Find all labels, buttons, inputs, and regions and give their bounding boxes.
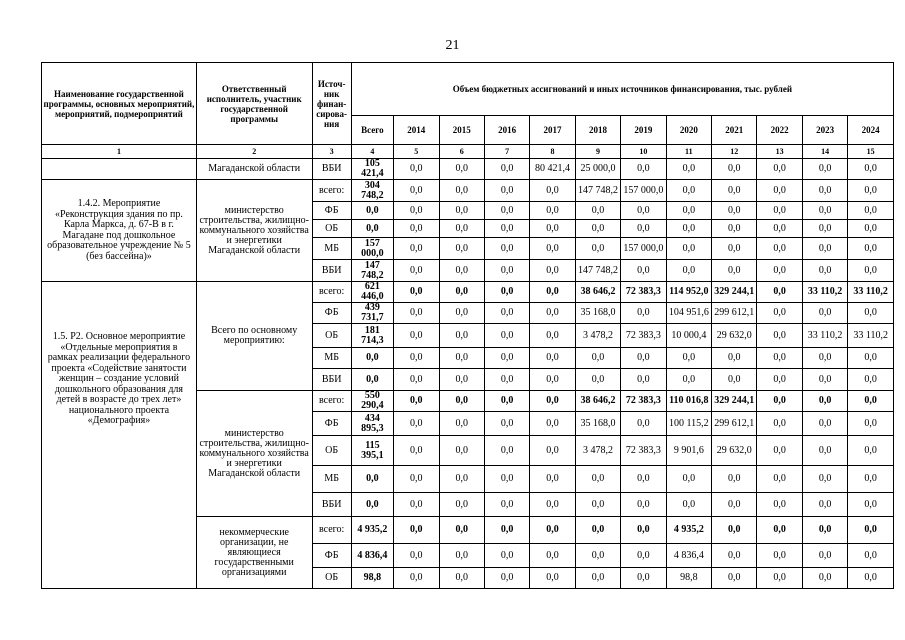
value-cell: 0,0 xyxy=(848,202,894,220)
value-cell: 0,0 xyxy=(575,348,620,369)
value-cell: 0,0 xyxy=(439,412,484,436)
value-cell: 33 110,2 xyxy=(802,324,847,348)
value-cell: 0,0 xyxy=(530,180,575,202)
value-cell: 0,0 xyxy=(439,303,484,324)
value-cell: 10 000,4 xyxy=(666,324,711,348)
value-cell: 0,0 xyxy=(484,282,529,303)
value-cell: 0,0 xyxy=(757,348,802,369)
value-cell: 0,0 xyxy=(848,238,894,260)
value-cell: 104 951,6 xyxy=(666,303,711,324)
value-cell: 0,0 xyxy=(621,544,666,568)
value-cell: 0,0 xyxy=(484,412,529,436)
value-cell: 0,0 xyxy=(802,260,847,282)
value-cell: 0,0 xyxy=(575,466,620,493)
value-cell: 439 731,7 xyxy=(351,303,393,324)
value-cell: 29 632,0 xyxy=(712,436,757,466)
value-cell: 157 000,0 xyxy=(621,238,666,260)
value-cell: 35 168,0 xyxy=(575,412,620,436)
value-cell: 0,0 xyxy=(757,391,802,412)
value-cell: 0,0 xyxy=(757,493,802,517)
value-cell: 0,0 xyxy=(848,466,894,493)
value-cell: 0,0 xyxy=(439,436,484,466)
header-executor: Ответственный исполнитель, участник государственной программы xyxy=(196,63,312,145)
value-cell: 0,0 xyxy=(848,159,894,180)
value-cell: 0,0 xyxy=(530,260,575,282)
value-cell: 0,0 xyxy=(484,324,529,348)
value-cell: 0,0 xyxy=(484,493,529,517)
value-cell: 4 935,2 xyxy=(666,517,711,544)
value-cell: 0,0 xyxy=(757,282,802,303)
value-cell: 0,0 xyxy=(351,493,393,517)
value-cell: 0,0 xyxy=(484,466,529,493)
value-cell: 0,0 xyxy=(530,220,575,238)
value-cell: 0,0 xyxy=(848,436,894,466)
value-cell: 105 421,4 xyxy=(351,159,393,180)
header-year: 2018 xyxy=(575,116,620,145)
value-cell: 33 110,2 xyxy=(848,324,894,348)
value-cell: 0,0 xyxy=(666,348,711,369)
value-cell: 0,0 xyxy=(484,436,529,466)
value-cell: 0,0 xyxy=(802,202,847,220)
value-cell: 0,0 xyxy=(802,391,847,412)
value-cell: 0,0 xyxy=(439,324,484,348)
value-cell: 0,0 xyxy=(757,466,802,493)
value-cell: 0,0 xyxy=(802,568,847,589)
value-cell: 0,0 xyxy=(530,282,575,303)
source-cell: ФБ xyxy=(312,202,351,220)
value-cell: 434 895,3 xyxy=(351,412,393,436)
executor-cell: Магаданской области xyxy=(196,159,312,180)
source-cell: ВБИ xyxy=(312,260,351,282)
value-cell: 0,0 xyxy=(802,220,847,238)
source-cell: ФБ xyxy=(312,544,351,568)
value-cell: 181 714,3 xyxy=(351,324,393,348)
value-cell: 0,0 xyxy=(439,202,484,220)
value-cell: 0,0 xyxy=(802,466,847,493)
value-cell: 0,0 xyxy=(757,412,802,436)
source-cell: ФБ xyxy=(312,303,351,324)
value-cell: 0,0 xyxy=(621,303,666,324)
value-cell: 0,0 xyxy=(757,517,802,544)
value-cell: 0,0 xyxy=(802,544,847,568)
value-cell: 0,0 xyxy=(439,568,484,589)
source-cell: ВБИ xyxy=(312,159,351,180)
value-cell: 33 110,2 xyxy=(848,282,894,303)
executor-cell: Всего по основному мероприятию: xyxy=(196,282,312,391)
value-cell: 0,0 xyxy=(712,369,757,391)
header-year: 2023 xyxy=(802,116,847,145)
column-number: 4 xyxy=(351,145,393,159)
value-cell: 299 612,1 xyxy=(712,412,757,436)
value-cell: 0,0 xyxy=(666,238,711,260)
value-cell: 0,0 xyxy=(394,159,439,180)
value-cell: 0,0 xyxy=(394,466,439,493)
value-cell: 0,0 xyxy=(666,369,711,391)
value-cell: 0,0 xyxy=(439,391,484,412)
executor-cell: министерство строительства, жилищно-коммунального хозяйства и энергетики Магаданской области xyxy=(196,180,312,282)
value-cell: 0,0 xyxy=(439,544,484,568)
value-cell: 0,0 xyxy=(484,180,529,202)
value-cell: 25 000,0 xyxy=(575,159,620,180)
value-cell: 4 836,4 xyxy=(351,544,393,568)
financing-table xyxy=(41,62,894,589)
value-cell: 72 383,3 xyxy=(621,282,666,303)
value-cell: 0,0 xyxy=(666,493,711,517)
column-number: 10 xyxy=(621,145,666,159)
value-cell: 329 244,1 xyxy=(712,282,757,303)
value-cell: 0,0 xyxy=(575,238,620,260)
value-cell: 0,0 xyxy=(621,202,666,220)
value-cell: 9 901,6 xyxy=(666,436,711,466)
value-cell: 3 478,2 xyxy=(575,436,620,466)
value-cell: 0,0 xyxy=(621,466,666,493)
source-cell: всего: xyxy=(312,180,351,202)
value-cell: 0,0 xyxy=(439,180,484,202)
value-cell: 0,0 xyxy=(484,159,529,180)
value-cell: 0,0 xyxy=(484,544,529,568)
value-cell: 0,0 xyxy=(848,493,894,517)
value-cell: 0,0 xyxy=(757,324,802,348)
value-cell: 0,0 xyxy=(848,391,894,412)
value-cell: 0,0 xyxy=(712,517,757,544)
value-cell: 0,0 xyxy=(712,493,757,517)
value-cell: 0,0 xyxy=(575,202,620,220)
value-cell: 147 748,2 xyxy=(575,260,620,282)
value-cell: 0,0 xyxy=(530,436,575,466)
value-cell: 98,8 xyxy=(351,568,393,589)
value-cell: 0,0 xyxy=(351,348,393,369)
value-cell: 0,0 xyxy=(530,348,575,369)
value-cell: 72 383,3 xyxy=(621,436,666,466)
executor-cell: некоммерческие организации, не являющиеся государственными организациями xyxy=(196,517,312,589)
value-cell: 0,0 xyxy=(439,260,484,282)
measure-name-1-5: 1.5. Р2. Основное мероприятие «Отдельные мероприятия в рамках реализации федерального проекта «Содействие занятости женщин – создание условий дошкольного образования для детей в возрасте до трех лет» национального проекта «Демография» xyxy=(42,282,197,589)
source-cell: МБ xyxy=(312,238,351,260)
value-cell: 4 836,4 xyxy=(666,544,711,568)
column-number: 2 xyxy=(196,145,312,159)
source-cell: всего: xyxy=(312,391,351,412)
value-cell: 0,0 xyxy=(484,220,529,238)
value-cell: 0,0 xyxy=(439,220,484,238)
value-cell: 29 632,0 xyxy=(712,324,757,348)
header-year: 2022 xyxy=(757,116,802,145)
value-cell: 0,0 xyxy=(484,369,529,391)
value-cell: 0,0 xyxy=(848,568,894,589)
column-number: 3 xyxy=(312,145,351,159)
value-cell: 0,0 xyxy=(712,220,757,238)
value-cell: 0,0 xyxy=(575,544,620,568)
value-cell: 0,0 xyxy=(530,324,575,348)
value-cell: 0,0 xyxy=(394,517,439,544)
header-total: Всего xyxy=(351,116,393,145)
value-cell: 0,0 xyxy=(848,517,894,544)
value-cell: 0,0 xyxy=(530,568,575,589)
value-cell: 0,0 xyxy=(757,303,802,324)
value-cell: 0,0 xyxy=(802,238,847,260)
source-cell: МБ xyxy=(312,466,351,493)
value-cell: 0,0 xyxy=(621,260,666,282)
value-cell: 0,0 xyxy=(351,369,393,391)
value-cell: 38 646,2 xyxy=(575,282,620,303)
value-cell: 0,0 xyxy=(848,348,894,369)
header-volume: Объем бюджетных ассигнований и иных источников финансирования, тыс. рублей xyxy=(351,63,893,116)
header-year: 2019 xyxy=(621,116,666,145)
value-cell: 0,0 xyxy=(848,369,894,391)
value-cell: 0,0 xyxy=(666,220,711,238)
value-cell: 0,0 xyxy=(712,568,757,589)
value-cell: 0,0 xyxy=(802,348,847,369)
source-cell: ОБ xyxy=(312,324,351,348)
source-cell: всего: xyxy=(312,517,351,544)
header-source: Источ-ник финан-сирова-ния xyxy=(312,63,351,145)
value-cell: 80 421,4 xyxy=(530,159,575,180)
value-cell: 0,0 xyxy=(802,369,847,391)
value-cell: 0,0 xyxy=(757,220,802,238)
value-cell: 0,0 xyxy=(484,238,529,260)
value-cell: 0,0 xyxy=(802,303,847,324)
value-cell: 0,0 xyxy=(439,517,484,544)
value-cell: 0,0 xyxy=(575,493,620,517)
value-cell: 0,0 xyxy=(712,348,757,369)
value-cell: 33 110,2 xyxy=(802,282,847,303)
column-number: 9 xyxy=(575,145,620,159)
value-cell: 0,0 xyxy=(530,391,575,412)
value-cell: 0,0 xyxy=(621,568,666,589)
column-number: 6 xyxy=(439,145,484,159)
value-cell: 0,0 xyxy=(394,303,439,324)
value-cell: 35 168,0 xyxy=(575,303,620,324)
value-cell: 0,0 xyxy=(621,220,666,238)
value-cell: 0,0 xyxy=(712,466,757,493)
value-cell: 0,0 xyxy=(530,369,575,391)
value-cell: 0,0 xyxy=(394,391,439,412)
value-cell: 621 446,0 xyxy=(351,282,393,303)
header-year: 2021 xyxy=(712,116,757,145)
value-cell: 72 383,3 xyxy=(621,324,666,348)
value-cell: 0,0 xyxy=(712,260,757,282)
source-cell: всего: xyxy=(312,282,351,303)
value-cell: 0,0 xyxy=(848,303,894,324)
value-cell: 0,0 xyxy=(848,260,894,282)
value-cell: 157 000,0 xyxy=(351,238,393,260)
name-cell-empty xyxy=(42,159,197,180)
value-cell: 329 244,1 xyxy=(712,391,757,412)
value-cell: 0,0 xyxy=(621,159,666,180)
value-cell: 0,0 xyxy=(712,544,757,568)
value-cell: 0,0 xyxy=(394,436,439,466)
value-cell: 0,0 xyxy=(621,493,666,517)
source-cell: МБ xyxy=(312,348,351,369)
value-cell: 0,0 xyxy=(802,412,847,436)
value-cell: 98,8 xyxy=(666,568,711,589)
value-cell: 0,0 xyxy=(394,568,439,589)
value-cell: 0,0 xyxy=(666,260,711,282)
value-cell: 72 383,3 xyxy=(621,391,666,412)
value-cell: 0,0 xyxy=(439,466,484,493)
column-number: 13 xyxy=(757,145,802,159)
value-cell: 0,0 xyxy=(439,369,484,391)
value-cell: 0,0 xyxy=(394,282,439,303)
value-cell: 0,0 xyxy=(848,412,894,436)
value-cell: 114 952,0 xyxy=(666,282,711,303)
column-number: 1 xyxy=(42,145,197,159)
column-number: 14 xyxy=(802,145,847,159)
value-cell: 0,0 xyxy=(757,202,802,220)
value-cell: 0,0 xyxy=(802,436,847,466)
column-number: 15 xyxy=(848,145,894,159)
value-cell: 0,0 xyxy=(439,238,484,260)
value-cell: 299 612,1 xyxy=(712,303,757,324)
value-cell: 0,0 xyxy=(621,412,666,436)
executor-cell: министерство строительства, жилищно-коммунального хозяйства и энергетики Магаданской области xyxy=(196,391,312,517)
value-cell: 0,0 xyxy=(802,493,847,517)
value-cell: 0,0 xyxy=(394,544,439,568)
value-cell: 0,0 xyxy=(575,369,620,391)
header-year: 2017 xyxy=(530,116,575,145)
value-cell: 0,0 xyxy=(394,238,439,260)
value-cell: 0,0 xyxy=(484,202,529,220)
column-number: 11 xyxy=(666,145,711,159)
value-cell: 0,0 xyxy=(848,180,894,202)
value-cell: 0,0 xyxy=(621,517,666,544)
value-cell: 0,0 xyxy=(351,466,393,493)
value-cell: 0,0 xyxy=(802,180,847,202)
value-cell: 0,0 xyxy=(351,202,393,220)
value-cell: 0,0 xyxy=(484,391,529,412)
column-number: 8 xyxy=(530,145,575,159)
value-cell: 0,0 xyxy=(757,544,802,568)
header-year: 2020 xyxy=(666,116,711,145)
value-cell: 0,0 xyxy=(530,412,575,436)
header-year: 2024 xyxy=(848,116,894,145)
header-name: Наименование государственной программы, основных мероприятий, мероприятий, подмероприятий xyxy=(42,63,197,145)
value-cell: 0,0 xyxy=(757,260,802,282)
value-cell: 0,0 xyxy=(394,348,439,369)
value-cell: 38 646,2 xyxy=(575,391,620,412)
header-year: 2016 xyxy=(484,116,529,145)
value-cell: 0,0 xyxy=(439,348,484,369)
value-cell: 0,0 xyxy=(712,238,757,260)
value-cell: 0,0 xyxy=(394,324,439,348)
source-cell: ВБИ xyxy=(312,493,351,517)
source-cell: ОБ xyxy=(312,436,351,466)
source-cell: ОБ xyxy=(312,220,351,238)
column-number: 12 xyxy=(712,145,757,159)
value-cell: 0,0 xyxy=(575,568,620,589)
value-cell: 0,0 xyxy=(530,493,575,517)
value-cell: 147 748,2 xyxy=(575,180,620,202)
value-cell: 115 395,1 xyxy=(351,436,393,466)
value-cell: 0,0 xyxy=(848,544,894,568)
value-cell: 0,0 xyxy=(484,348,529,369)
value-cell: 0,0 xyxy=(757,238,802,260)
value-cell: 0,0 xyxy=(621,369,666,391)
value-cell: 0,0 xyxy=(530,517,575,544)
value-cell: 0,0 xyxy=(394,180,439,202)
value-cell: 0,0 xyxy=(394,260,439,282)
value-cell: 0,0 xyxy=(802,517,847,544)
value-cell: 0,0 xyxy=(530,202,575,220)
value-cell: 550 290,4 xyxy=(351,391,393,412)
measure-name-1-4-2: 1.4.2. Мероприятие «Реконструкция здания по пр. Карла Маркса, д. 67-В в г. Магадане под дошкольное образовательное учреждение № 5 (без бассейна)» xyxy=(42,180,197,282)
value-cell: 0,0 xyxy=(394,202,439,220)
value-cell: 100 115,2 xyxy=(666,412,711,436)
column-number: 7 xyxy=(484,145,529,159)
value-cell: 0,0 xyxy=(530,303,575,324)
value-cell: 0,0 xyxy=(848,220,894,238)
value-cell: 0,0 xyxy=(530,238,575,260)
value-cell: 0,0 xyxy=(439,493,484,517)
header-year: 2014 xyxy=(394,116,439,145)
value-cell: 0,0 xyxy=(394,412,439,436)
source-cell: ВБИ xyxy=(312,369,351,391)
value-cell: 0,0 xyxy=(712,180,757,202)
value-cell: 0,0 xyxy=(757,369,802,391)
value-cell: 147 748,2 xyxy=(351,260,393,282)
value-cell: 0,0 xyxy=(712,159,757,180)
value-cell: 0,0 xyxy=(394,493,439,517)
value-cell: 0,0 xyxy=(484,568,529,589)
value-cell: 157 000,0 xyxy=(621,180,666,202)
value-cell: 0,0 xyxy=(757,159,802,180)
value-cell: 0,0 xyxy=(666,466,711,493)
value-cell: 4 935,2 xyxy=(351,517,393,544)
value-cell: 0,0 xyxy=(351,220,393,238)
value-cell: 0,0 xyxy=(394,220,439,238)
value-cell: 0,0 xyxy=(575,220,620,238)
value-cell: 0,0 xyxy=(802,159,847,180)
value-cell: 0,0 xyxy=(757,568,802,589)
value-cell: 0,0 xyxy=(757,180,802,202)
value-cell: 110 016,8 xyxy=(666,391,711,412)
value-cell: 0,0 xyxy=(575,517,620,544)
value-cell: 0,0 xyxy=(712,202,757,220)
value-cell: 0,0 xyxy=(484,260,529,282)
value-cell: 0,0 xyxy=(530,466,575,493)
value-cell: 0,0 xyxy=(394,369,439,391)
page-number: 21 xyxy=(445,38,460,53)
value-cell: 0,0 xyxy=(439,282,484,303)
value-cell: 0,0 xyxy=(666,159,711,180)
value-cell: 0,0 xyxy=(666,202,711,220)
value-cell: 0,0 xyxy=(439,159,484,180)
value-cell: 304 748,2 xyxy=(351,180,393,202)
source-cell: ФБ xyxy=(312,412,351,436)
value-cell: 0,0 xyxy=(484,303,529,324)
header-year: 2015 xyxy=(439,116,484,145)
value-cell: 0,0 xyxy=(530,544,575,568)
column-number: 5 xyxy=(394,145,439,159)
value-cell: 0,0 xyxy=(484,517,529,544)
source-cell: ОБ xyxy=(312,568,351,589)
value-cell: 0,0 xyxy=(621,348,666,369)
value-cell: 0,0 xyxy=(757,436,802,466)
value-cell: 3 478,2 xyxy=(575,324,620,348)
value-cell: 0,0 xyxy=(666,180,711,202)
